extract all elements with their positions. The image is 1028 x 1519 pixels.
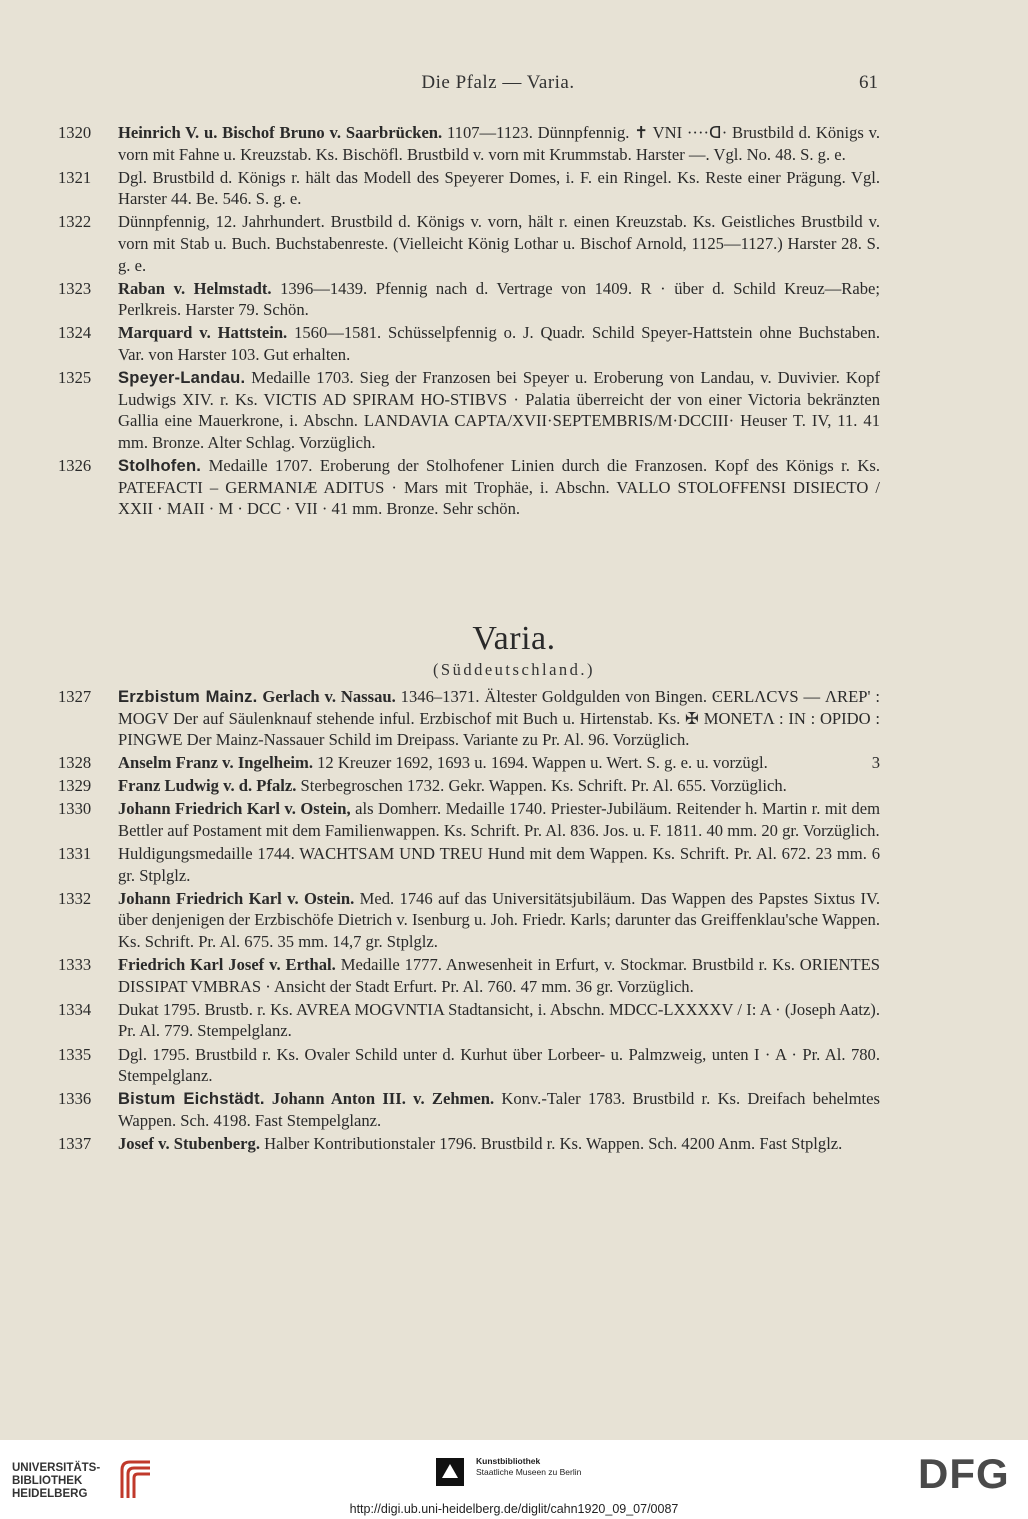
entry-description: Halber Kontributionstaler 1796. Brustbild r. Ks. Wappen. Sch. 4200 Anm. Fast Stplglz. bbox=[259, 1133, 843, 1153]
catalog-entry bbox=[58, 367, 880, 453]
entry-heading: Raban v. Helmstadt. bbox=[118, 278, 272, 298]
entry-text bbox=[118, 752, 880, 774]
kunstbibliothek-logo[interactable] bbox=[436, 1454, 636, 1494]
entry-number: 1323 bbox=[58, 278, 92, 298]
kunstbibliothek-name: Kunstbibliothek bbox=[476, 1456, 541, 1466]
catalog-entry bbox=[58, 954, 880, 997]
entry-number: 1325 bbox=[58, 368, 92, 388]
entry-heading: Friedrich Karl Josef v. Erthal. bbox=[118, 955, 336, 975]
catalog-entry bbox=[58, 843, 880, 886]
catalog-entry bbox=[58, 455, 880, 520]
entry-number: 1322 bbox=[58, 212, 92, 232]
entry-description: als Domherr. Medaille 1740. Priester-Jubiläum. Reitender h. Martin r. mit dem Bettler auf Postament mit dem Familienwappen. Ks. Schrift. Pr. Al. 836. Jos. u. F. 1811. 40 mm. 20 gr. Vorzüglich. bbox=[118, 799, 880, 841]
entry-number: 1320 bbox=[58, 123, 92, 142]
catalog-entries-varia bbox=[58, 686, 880, 1156]
entry-text bbox=[118, 211, 880, 276]
kunstbibliothek-institution: Staatliche Museen zu Berlin bbox=[476, 1467, 582, 1477]
entry-text bbox=[118, 843, 880, 886]
entry-description: 1560—1581. Schüsselpfennig o. J. Quadr. Schild Speyer-Hattstein ohne Buchstaben. Var. von Harster 103. Gut erhalten. bbox=[118, 323, 880, 364]
entry-number: 1330 bbox=[58, 799, 92, 819]
catalog-entry bbox=[58, 322, 880, 365]
entry-description: 12 Kreuzer 1692, 1693 u. 1694. Wappen u. Wert. S. g. e. u. vorzügl. bbox=[312, 753, 768, 773]
entry-description: Med. 1746 auf das Universitätsjubiläum. Das Wappen des Papstes Sixtus IV. über denjenigen der Erzbischöfe Dietrich v. Isenburg u. Joh. Friedr. Karls; darunter das Greiffenklau'sche Wappen. Ks. Schrift. Pr. Al. 675. 35 mm. 14,7 gr. Stplglz. bbox=[118, 888, 880, 952]
entry-description: Medaille 1777. Anwesenheit in Erfurt, v. Stockmar. Brustbild r. Ks. ORIENTES DISSIPAT VMBRAS · Ansicht der Stadt Erfurt. Pr. Al. 760. 47 mm. 36 gr. Vorzüglich. bbox=[118, 955, 880, 996]
entry-text bbox=[118, 798, 880, 841]
entry-text bbox=[118, 775, 880, 797]
entry-number: 1326 bbox=[58, 455, 92, 475]
entry-heading: Heinrich V. u. Bischof Bruno v. Saarbrücken. bbox=[118, 123, 443, 142]
catalog-entry bbox=[58, 167, 880, 210]
section-subtitle: (Süddeutschland.) bbox=[432, 660, 596, 679]
entry-heading: Erzbistum Mainz. bbox=[118, 687, 258, 706]
entry-text bbox=[118, 1088, 880, 1131]
entry-number: 1333 bbox=[58, 955, 92, 975]
catalog-entry bbox=[58, 1133, 880, 1155]
dfg-logo-text: DFG bbox=[918, 1450, 1010, 1497]
section-title: Varia. bbox=[472, 620, 556, 657]
entry-heading: Anselm Franz v. Ingelheim. bbox=[118, 753, 313, 773]
catalog-entry bbox=[58, 278, 880, 321]
entry-heading: Josef v. Stubenberg. bbox=[118, 1133, 260, 1153]
catalog-entries-pfalz bbox=[58, 122, 880, 521]
entry-description: 1346–1371. Ältester Goldgulden von Bingen. ϾERLΛCVS — ΛREP' : MOGV Der auf Säulenknauf stehende inful. Erzbischof mit Buch u. Hirtenstab. Ks. ✠ MONETΛ : IN : OPIDO : PINGWE Der Mainz-Nassauer Schild im Dreipass. Variante zu Pr. Al. 96. Vorzüglich. bbox=[118, 687, 880, 750]
entry-description: 1396—1439. Pfennig nach d. Vertrage von 1409. R · über d. Schild Kreuz—Rabe; Perlkreis. Harster 79. Schön. bbox=[118, 278, 880, 320]
entry-text bbox=[118, 122, 880, 165]
entry-text bbox=[118, 999, 880, 1042]
entry-heading: Stolhofen. bbox=[118, 455, 202, 475]
entry-number: 1328 bbox=[58, 753, 92, 773]
entry-description: Dukat 1795. Brustb. r. Ks. AVREA MOGVNTIA Stadtansicht, i. Abschn. MDCC-LXXXXV / I: A · (Joseph Aatz). Pr. Al. 779. Stempelglanz. bbox=[118, 999, 880, 1041]
catalog-entry bbox=[58, 122, 880, 165]
entry-text bbox=[118, 954, 880, 997]
entry-number: 1335 bbox=[58, 1044, 92, 1064]
entry-number: 1327 bbox=[58, 687, 92, 706]
catalog-entry bbox=[58, 999, 880, 1042]
running-header bbox=[118, 72, 878, 102]
entry-number: 1331 bbox=[58, 844, 92, 864]
entry-number: 1336 bbox=[58, 1089, 92, 1109]
catalog-entry bbox=[58, 211, 880, 276]
page-number: 61 bbox=[859, 72, 878, 93]
entry-text bbox=[118, 278, 880, 321]
entry-text bbox=[118, 367, 880, 453]
entry-text bbox=[118, 322, 880, 365]
entry-heading: Bistum Eichstädt. bbox=[118, 1089, 265, 1109]
running-title: Die Pfalz — Varia. bbox=[421, 72, 575, 93]
entry-text bbox=[118, 686, 880, 751]
entry-number: 1321 bbox=[58, 167, 92, 187]
entry-subheading: Johann Anton III. v. Zehmen. bbox=[264, 1089, 495, 1109]
entry-description: Dgl. Brustbild d. Königs r. hält das Modell des Speyerer Domes, i. F. ein Ringel. Ks. Reste einer Prägung. Vgl. Harster 44. Be. 546. S. g. e. bbox=[118, 167, 880, 209]
entry-text bbox=[118, 888, 880, 953]
entry-description: Dünnpfennig, 12. Jahrhundert. Brustbild d. Königs v. vorn, hält r. einen Kreuzstab. Ks. Geistliches Brustbild v. vorn mit Stab u. Buch. Buchstabenreste. (Vielleicht König Lothar u. Bischof Arnold, 1125—1127.) Harster 28. S. g. e. bbox=[118, 212, 880, 275]
entry-text bbox=[118, 1133, 880, 1155]
kunstbibliothek-icon bbox=[436, 1458, 464, 1486]
catalog-entry bbox=[58, 775, 880, 797]
catalog-entry bbox=[58, 888, 880, 953]
entry-number: 1324 bbox=[58, 323, 92, 343]
entry-text bbox=[118, 455, 880, 520]
catalog-entry bbox=[58, 686, 880, 751]
entry-heading: Johann Friedrich Karl v. Ostein, bbox=[118, 799, 351, 819]
entry-number: 1332 bbox=[58, 888, 92, 908]
catalog-entry bbox=[58, 752, 880, 774]
entry-description: Medaille 1707. Eroberung der Stolhofener Linien durch die Franzosen. Kopf des Königs r. Ks. PATEFACTI – GERMANIÆ ADITUS · Mars mit Trophäe, i. Abschn. VALLO STOLOFFENSI DISIECTO / XXII · MAII · M · DCC · VII · 41 mm. Bronze. Sehr schön. bbox=[118, 455, 880, 519]
university-library-mark-icon bbox=[116, 1458, 156, 1502]
university-library-logo[interactable] bbox=[12, 1458, 172, 1502]
catalog-entry bbox=[58, 1088, 880, 1131]
entry-description: 1107—1123. Dünnpfennig. ✝ VNI ····ᗡ· Brustbild d. Königs v. vorn mit Fahne u. Kreuzstab. Ks. Bischöfl. Brustbild v. vorn mit Krummstab. Harster —. Vgl. No. 48. S. g. e. bbox=[118, 123, 880, 164]
entry-number: 1334 bbox=[58, 999, 92, 1019]
entry-description: Konv.-Taler 1783. Brustbild r. Ks. Dreifach behelmtes Wappen. Sch. 4198. Fast Stempelglanz. bbox=[118, 1089, 880, 1130]
dfg-logo[interactable] bbox=[918, 1450, 1014, 1498]
source-url[interactable]: http://digi.ub.uni-heidelberg.de/diglit/cahn1920_09_07/0087 bbox=[349, 1502, 679, 1516]
entry-text bbox=[118, 167, 880, 210]
entry-subheading: Gerlach v. Nassau. bbox=[257, 687, 396, 706]
entry-heading: Franz Ludwig v. d. Pfalz. bbox=[118, 776, 297, 796]
entry-text bbox=[118, 1044, 880, 1087]
entry-description: Sterbegroschen 1732. Gekr. Wappen. Ks. Schrift. Pr. Al. 655. Vorzüglich. bbox=[296, 776, 787, 796]
entry-number: 1337 bbox=[58, 1133, 92, 1153]
catalog-entry bbox=[58, 1044, 880, 1087]
entry-description: Dgl. 1795. Brustbild r. Ks. Ovaler Schild unter d. Kurhut über Lorbeer- u. Palmzweig, unten I · A · Pr. Al. 780. Stempelglanz. bbox=[118, 1044, 880, 1086]
entry-number: 1329 bbox=[58, 776, 92, 796]
entry-description: Huldigungsmedaille 1744. WACHTSAM UND TREU Hund mit dem Wappen. Ks. Schrift. Pr. Al. 672. 23 mm. 6 gr. Stplglz. bbox=[118, 844, 880, 885]
entry-heading: Marquard v. Hattstein. bbox=[118, 323, 288, 343]
entry-description: Medaille 1703. Sieg der Franzosen bei Speyer u. Eroberung von Landau, v. Duvivier. Kopf Ludwigs XIV. r. Ks. VICTIS AD SPIRAM HO-STIBVS · Palatia überreicht der von einer Victoria bekränzten Gallia eine Mauerkrone, i. Abschn. LANDAVIA CAPTA/XVII·SEPTEMBRIS/M·DCCIII· Heuser T. IV, 11. 41 mm. Bronze. Alter Schlag. Vorzüglich. bbox=[118, 368, 880, 452]
entry-marginal-note: 3 bbox=[871, 753, 880, 773]
entry-heading: Johann Friedrich Karl v. Ostein. bbox=[118, 888, 355, 908]
catalog-entry bbox=[58, 798, 880, 841]
university-library-logo-text: UNIVERSITÄTS- BIBLIOTHEK HEIDELBERG bbox=[12, 1462, 101, 1500]
entry-heading: Speyer-Landau. bbox=[118, 368, 246, 388]
